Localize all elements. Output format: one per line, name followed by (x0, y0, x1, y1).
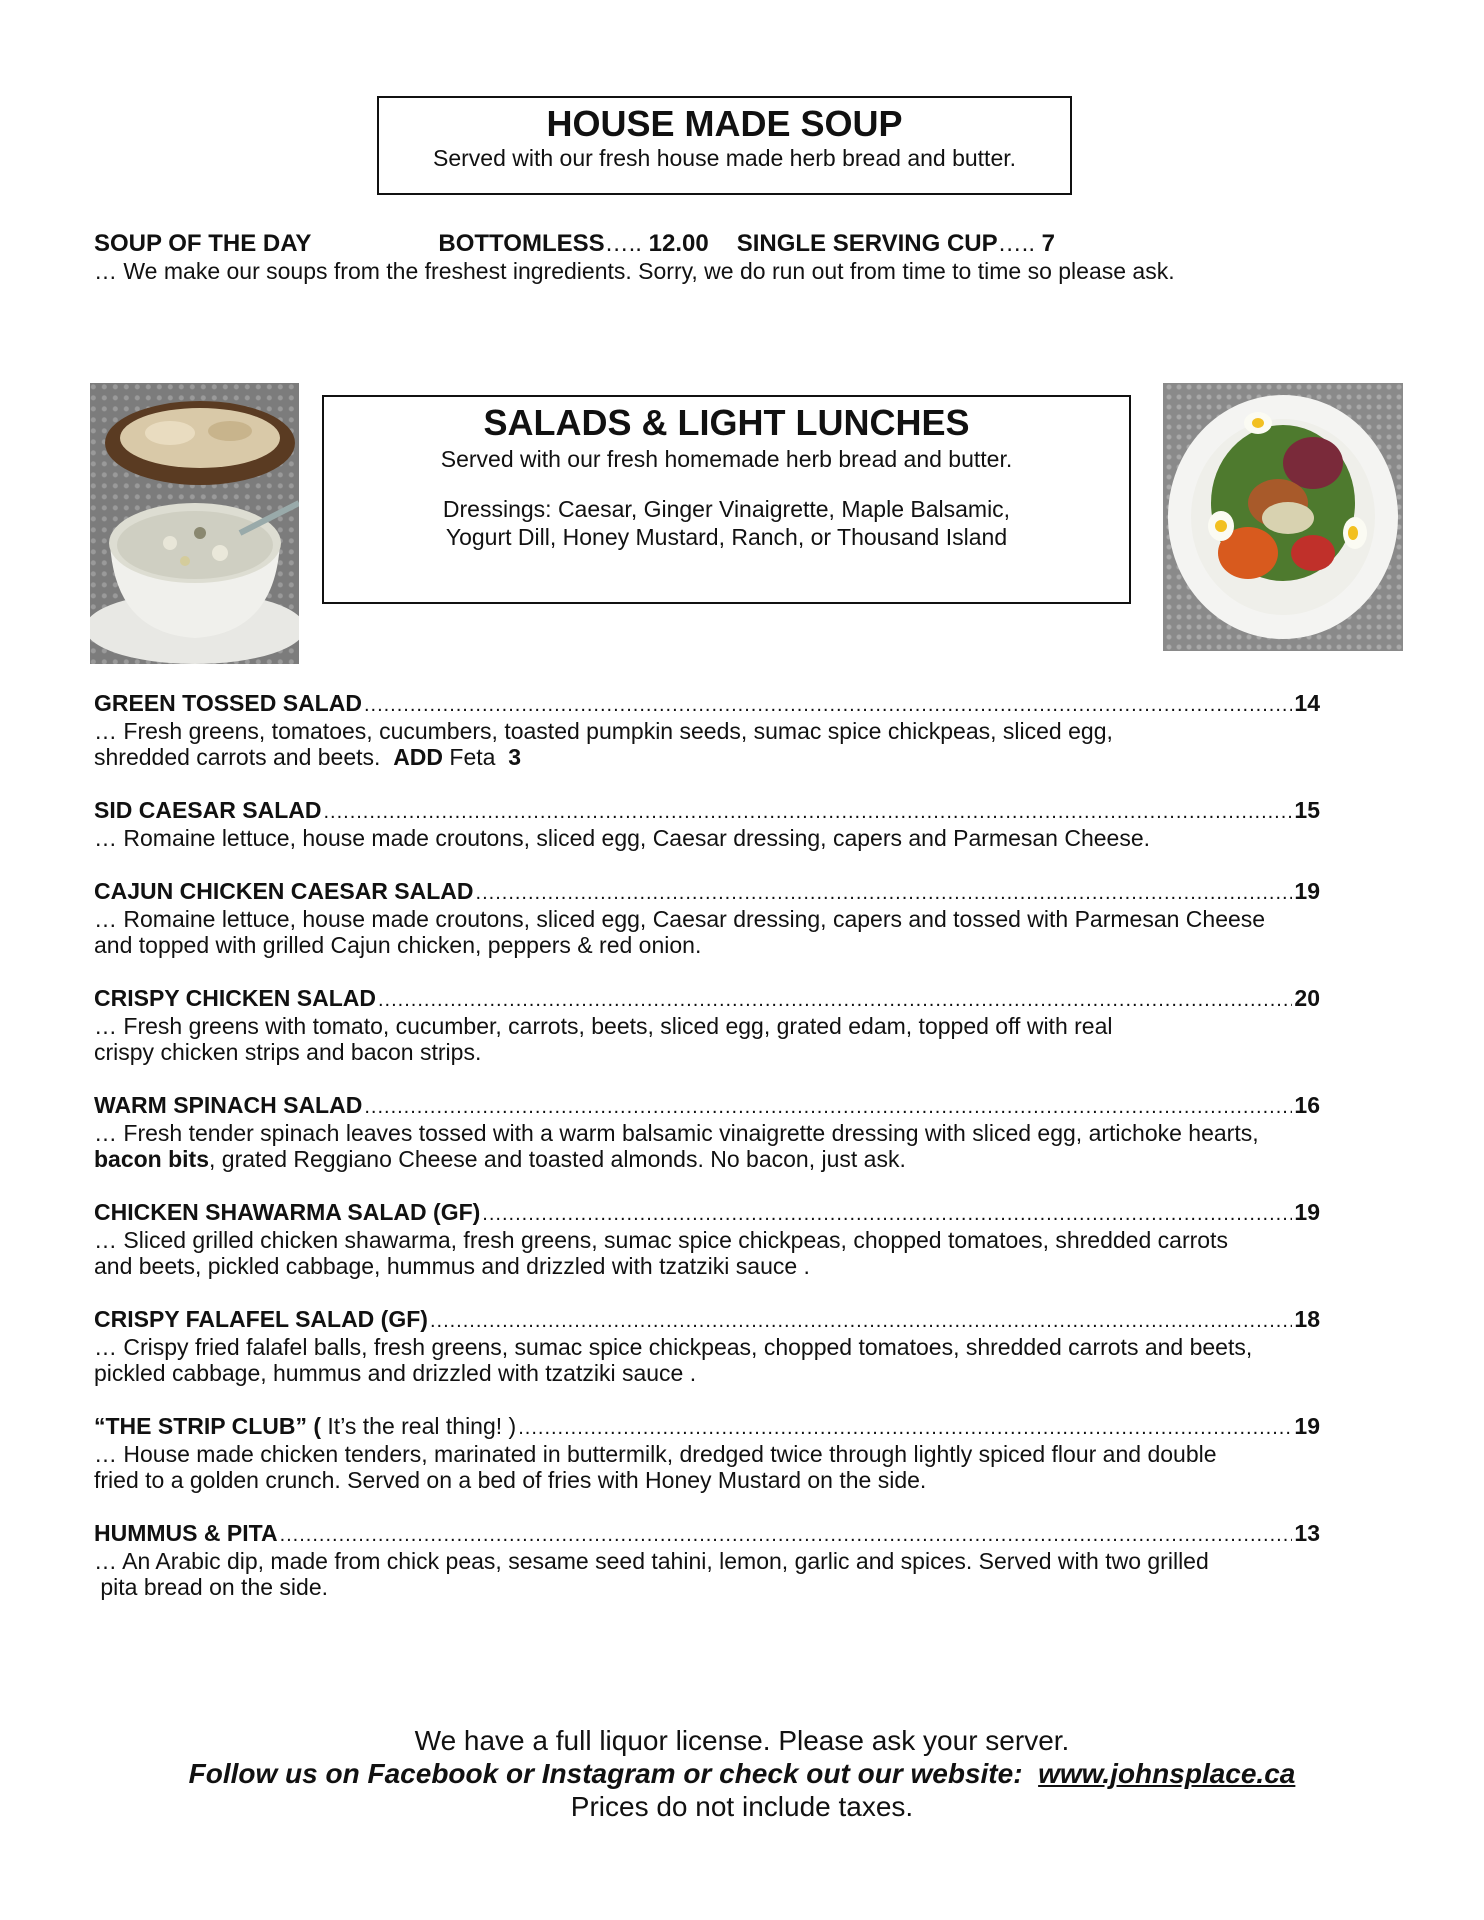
item-name: CAJUN CHICKEN CAESAR SALAD (94, 878, 474, 904)
dot-leader (378, 987, 1292, 1013)
add-price: 3 (508, 744, 522, 770)
item-description (94, 1013, 1320, 1065)
soup-of-the-day-line (94, 230, 1055, 258)
soup-header-box (377, 96, 1072, 195)
dot-leader (364, 692, 1292, 718)
item-name: SID CAESAR SALAD (94, 797, 322, 823)
dot-leader (323, 799, 1292, 825)
item-description (94, 1548, 1320, 1600)
description-bold: bacon bits (94, 1146, 210, 1172)
menu-item-sid-caesar-salad (94, 797, 1320, 851)
salad-menu-list (94, 690, 1320, 1627)
description-line: … Fresh greens with tomato, cucumber, carrots, beets, sliced egg, grated edam, topped off with real (94, 1013, 1113, 1039)
salads-header-box (322, 395, 1131, 604)
follow-text: Follow us on Facebook or Instagram or check out our website: (188, 1758, 1039, 1789)
item-description (94, 1334, 1320, 1386)
description-line: pita bread on the side. (94, 1574, 328, 1600)
item-price: 13 (1294, 1520, 1320, 1546)
item-description (94, 1227, 1320, 1279)
soup-description: … We make our soups from the freshest ingredients. Sorry, we do run out from time to time so please ask. (94, 258, 1175, 284)
single-cup-price: 7 (1041, 230, 1056, 257)
item-name (94, 1413, 516, 1439)
description-line: pickled cabbage, hummus and drizzled with tzatziki sauce . (94, 1360, 697, 1386)
item-name: CHICKEN SHAWARMA SALAD (GF) (94, 1199, 481, 1225)
item-description (94, 906, 1320, 958)
dot-leader (476, 880, 1293, 906)
description-line: … Romaine lettuce, house made croutons, sliced egg, Caesar dressing, capers and tossed with Parmesan Cheese (94, 906, 1266, 932)
dressings-line-1: Dressings: Caesar, Ginger Vinaigrette, Maple Balsamic, (442, 496, 1011, 522)
menu-footer (0, 1724, 1484, 1823)
single-cup-label: SINGLE SERVING CUP (736, 230, 998, 257)
description-line: … Sliced grilled chicken shawarma, fresh greens, sumac spice chickpeas, chopped tomatoes, shredded carrots (94, 1227, 1228, 1253)
item-name: CRISPY CHICKEN SALAD (94, 985, 376, 1011)
taxes-note: Prices do not include taxes. (570, 1791, 914, 1822)
menu-item-green-tossed-salad (94, 690, 1320, 770)
dot-leader (482, 1201, 1292, 1227)
item-description (94, 825, 1320, 851)
dot-leader (364, 1094, 1292, 1120)
item-price: 19 (1294, 1413, 1320, 1439)
salad-photo (1163, 383, 1403, 651)
item-name: GREEN TOSSED SALAD (94, 690, 362, 716)
add-label: ADD (393, 744, 444, 770)
dot-leader (280, 1522, 1293, 1548)
add-item: Feta (443, 744, 502, 770)
item-price: 19 (1294, 1199, 1320, 1225)
bottomless-separator: ….. (604, 230, 649, 257)
description-line (94, 744, 1320, 770)
description-line: … Fresh tender spinach leaves tossed with a warm balsamic vinaigrette dressing with sliced egg, artichoke hearts, (94, 1120, 1259, 1146)
menu-item-chicken-shawarma-salad (94, 1199, 1320, 1279)
description-text: , grated Reggiano Cheese and toasted almonds. No bacon, just ask. (209, 1146, 906, 1172)
item-name: CRISPY FALAFEL SALAD (GF) (94, 1306, 428, 1332)
menu-item-warm-spinach-salad (94, 1092, 1320, 1172)
description-line: fried to a golden crunch. Served on a bed of fries with Honey Mustard on the side. (94, 1467, 927, 1493)
item-name: HUMMUS & PITA (94, 1520, 278, 1546)
menu-item-cajun-chicken-caesar-salad (94, 878, 1320, 958)
social-follow-line (0, 1757, 1484, 1790)
item-price: 14 (1294, 690, 1320, 716)
description-line: and topped with grilled Cajun chicken, peppers & red onion. (94, 932, 702, 958)
soup-section-subtitle: Served with our fresh house made herb bread and butter. (432, 145, 1017, 171)
liquor-license-note: We have a full liquor license. Please ask your server. (414, 1725, 1070, 1756)
bottomless-price: 12.00 (648, 230, 709, 257)
menu-item-hummus-pita (94, 1520, 1320, 1600)
website-link[interactable]: www.johnsplace.ca (1038, 1758, 1296, 1789)
soup-photo (90, 383, 299, 664)
soup-name: SOUP OF THE DAY (94, 230, 312, 257)
description-line: … House made chicken tenders, marinated in buttermilk, dredged twice through lightly spiced flour and double (94, 1441, 1217, 1467)
item-name: WARM SPINACH SALAD (94, 1092, 363, 1118)
description-line: and beets, pickled cabbage, hummus and drizzled with tzatziki sauce . (94, 1253, 810, 1279)
menu-item-crispy-falafel-salad (94, 1306, 1320, 1386)
item-description (94, 718, 1320, 770)
item-description (94, 1441, 1320, 1493)
bottomless-label: BOTTOMLESS (438, 230, 605, 257)
dot-leader (430, 1308, 1292, 1334)
description-line: crispy chicken strips and bacon strips. (94, 1039, 482, 1065)
item-price: 18 (1294, 1306, 1320, 1332)
item-price: 15 (1294, 797, 1320, 823)
soup-section-title: HOUSE MADE SOUP (546, 103, 903, 144)
dressings-line-2: Yogurt Dill, Honey Mustard, Ranch, or Thousand Island (445, 524, 1008, 550)
item-description (94, 1120, 1320, 1172)
description-text: shredded carrots and beets. (94, 744, 381, 770)
salads-section-title: SALADS & LIGHT LUNCHES (483, 402, 970, 443)
salads-section-subtitle: Served with our fresh homemade herb bread and butter. (440, 446, 1013, 472)
description-line: … An Arabic dip, made from chick peas, sesame seed tahini, lemon, garlic and spices. Served with two grilled (94, 1548, 1209, 1574)
item-name-normal: It’s the real thing! ) (321, 1413, 517, 1439)
item-price: 20 (1294, 985, 1320, 1011)
menu-item-crispy-chicken-salad (94, 985, 1320, 1065)
item-name-bold: “THE STRIP CLUB” ( (94, 1413, 322, 1439)
description-line (94, 1146, 1320, 1172)
menu-item-the-strip-club (94, 1413, 1320, 1493)
description-line: … Fresh greens, tomatoes, cucumbers, toasted pumpkin seeds, sumac spice chickpeas, sliced egg, (94, 718, 1113, 744)
dot-leader (518, 1415, 1292, 1441)
item-price: 16 (1294, 1092, 1320, 1118)
description-line: … Romaine lettuce, house made croutons, sliced egg, Caesar dressing, capers and Parmesan Cheese. (94, 825, 1151, 851)
single-cup-separator: ….. (997, 230, 1042, 257)
item-price: 19 (1294, 878, 1320, 904)
description-line: … Crispy fried falafel balls, fresh greens, sumac spice chickpeas, chopped tomatoes, shredded carrots and beets, (94, 1334, 1253, 1360)
